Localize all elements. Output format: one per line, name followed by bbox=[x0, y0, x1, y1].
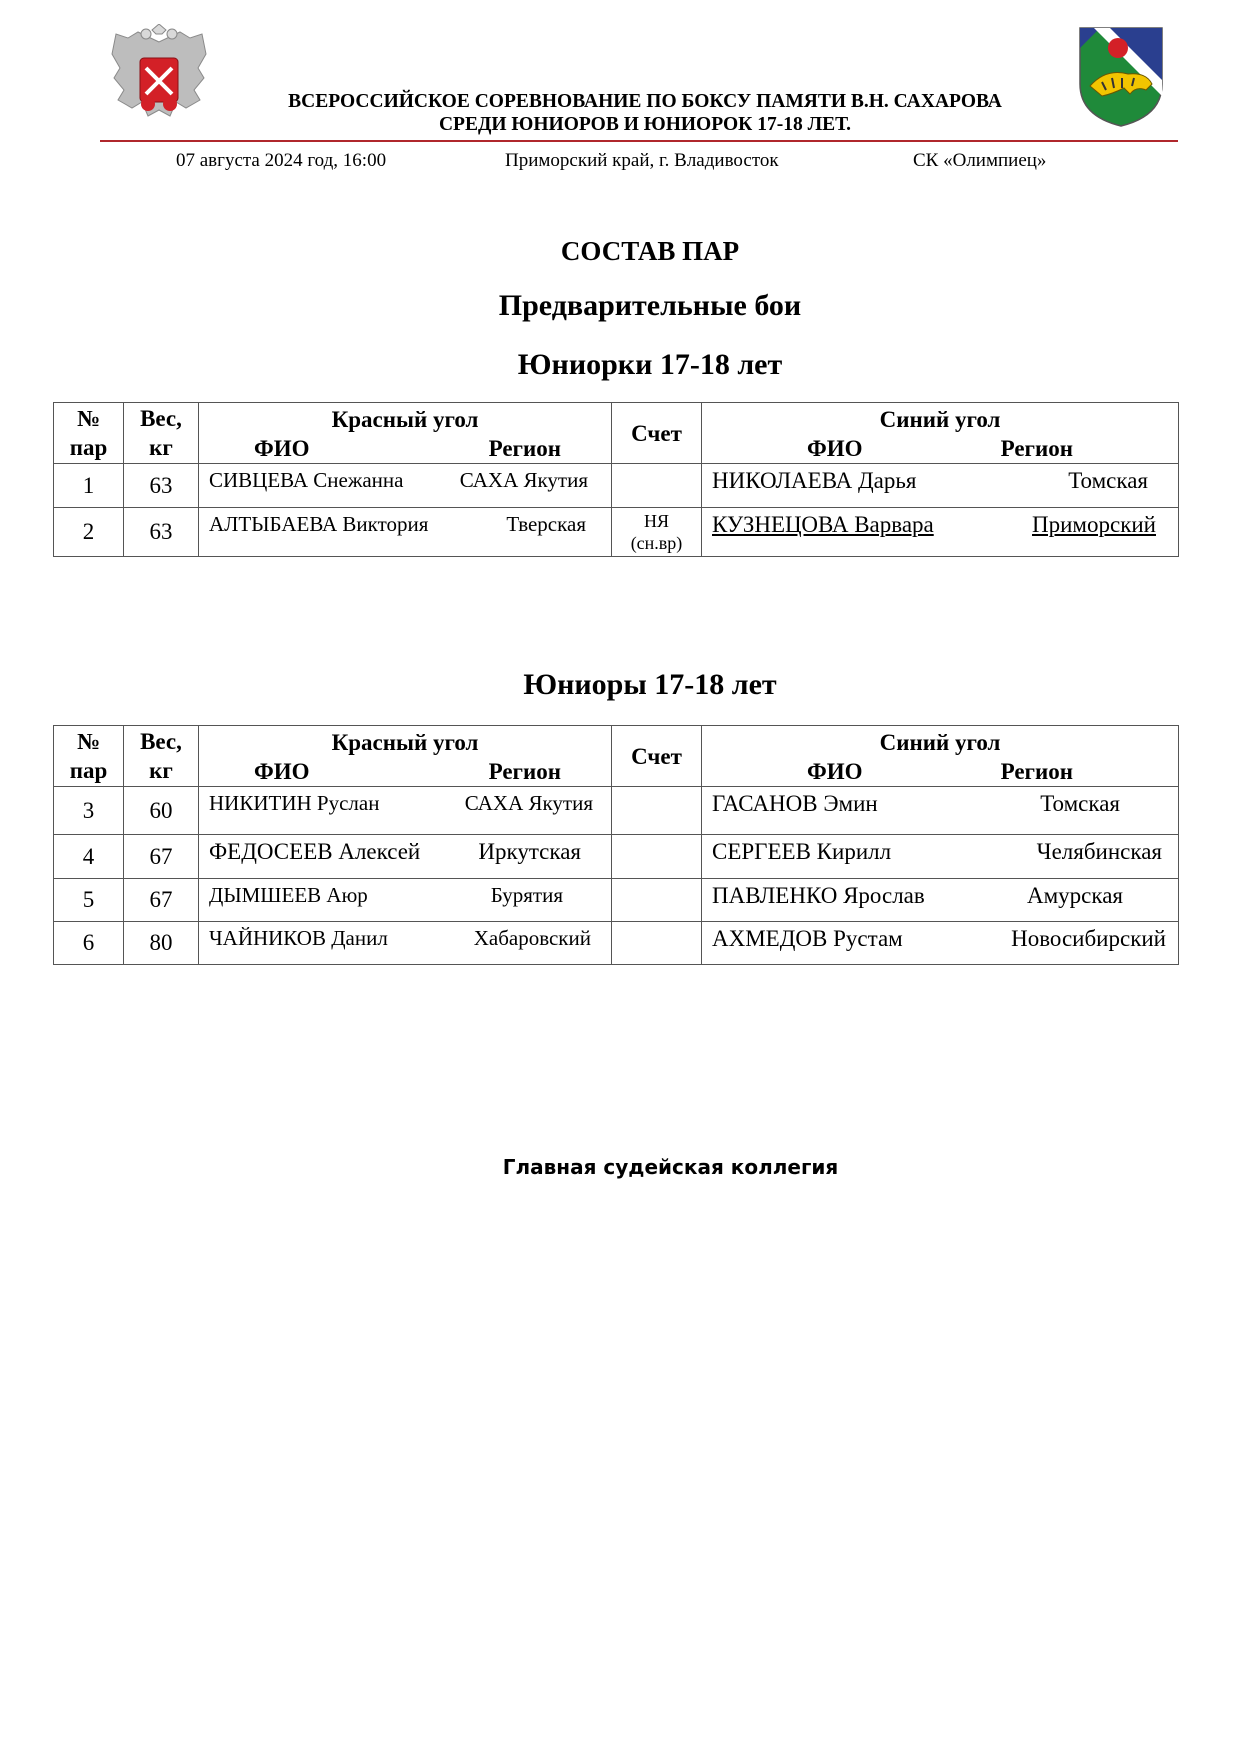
header-weight: Вес, кг bbox=[124, 403, 199, 464]
red-boxer-region: САХА Якутия bbox=[459, 468, 588, 492]
red-boxer-name: ДЫМШЕЕВ Аюр bbox=[209, 883, 368, 907]
stage-heading: Предварительные бои bbox=[498, 289, 802, 322]
header-score: Счет bbox=[612, 726, 702, 787]
table-row: 4 67 ФЕДОСЕЕВ Алексей Иркутская СЕРГЕЕВ Кирилл Челябинская bbox=[54, 835, 1179, 879]
red-boxer-region: Тверская bbox=[506, 512, 586, 536]
red-boxer-name: НИКИТИН Руслан bbox=[209, 791, 380, 815]
blue-boxer-name: ГАСАНОВ Эмин bbox=[712, 791, 878, 816]
red-boxer-region: САХА Якутия bbox=[464, 791, 593, 815]
federation-emblem-logo bbox=[108, 24, 210, 132]
red-boxer-region: Иркутская bbox=[478, 839, 581, 864]
pairs-table-female bbox=[53, 402, 1179, 557]
red-boxer-name: АЛТЫБАЕВА Виктория bbox=[209, 512, 429, 536]
table-row: 6 80 ЧАЙНИКОВ Данил Хабаровский АХМЕДОВ Рустам Новосибирский bbox=[54, 922, 1179, 965]
bout-score bbox=[612, 835, 702, 879]
header-divider bbox=[100, 140, 1178, 142]
blue-boxer-region: Челябинская bbox=[1036, 839, 1162, 864]
header-pair-number: № пар bbox=[54, 726, 124, 787]
event-date: 07 августа 2024 год, 16:00 bbox=[176, 150, 387, 171]
table-row: 3 60 НИКИТИН Руслан САХА Якутия ГАСАНОВ Эмин Томская bbox=[54, 787, 1179, 835]
header-score: Счет bbox=[612, 403, 702, 464]
header-blue-corner: Синий угол ФИО Регион bbox=[702, 403, 1179, 464]
red-boxer-name: СИВЦЕВА Снежанна bbox=[209, 468, 404, 492]
blue-boxer-region: Амурская bbox=[1027, 883, 1123, 908]
title-line-2: СРЕДИ ЮНИОРОВ И ЮНИОРОК 17-18 ЛЕТ. bbox=[438, 114, 852, 135]
blue-boxer-name: СЕРГЕЕВ Кирилл bbox=[712, 839, 892, 864]
bout-score bbox=[612, 922, 702, 965]
table-row: 1 63 СИВЦЕВА Снежанна САХА Якутия НИКОЛАЕВА Дарья Томская bbox=[54, 464, 1179, 508]
blue-boxer-region: Новосибирский bbox=[1011, 926, 1166, 951]
red-boxer-name: ФЕДОСЕЕВ Алексей bbox=[209, 839, 421, 864]
table-row: 5 67 ДЫМШЕЕВ Аюр Бурятия ПАВЛЕНКО Ярослав Амурская bbox=[54, 879, 1179, 922]
pairs-table-male bbox=[53, 725, 1179, 965]
red-boxer-region: Бурятия bbox=[490, 883, 563, 907]
bout-score bbox=[612, 464, 702, 508]
header-red-corner: Красный угол ФИО Регион bbox=[199, 726, 612, 787]
event-location: Приморский край, г. Владивосток bbox=[505, 150, 779, 171]
table-row: 2 63 АЛТЫБАЕВА Виктория Тверская НЯ (сн.вр) КУЗНЕЦОВА Варвара Приморский bbox=[54, 508, 1179, 557]
header-weight: Вес, кг bbox=[124, 726, 199, 787]
red-boxer-region: Хабаровский bbox=[473, 926, 591, 950]
bout-score bbox=[612, 879, 702, 922]
blue-boxer-region: Приморский bbox=[1032, 512, 1156, 537]
competition-title bbox=[230, 90, 1060, 136]
blue-boxer-name: КУЗНЕЦОВА Варвара bbox=[712, 512, 934, 537]
blue-boxer-name: НИКОЛАЕВА Дарья bbox=[712, 468, 917, 493]
blue-boxer-name: АХМЕДОВ Рустам bbox=[712, 926, 903, 951]
red-boxer-name: ЧАЙНИКОВ Данил bbox=[209, 926, 388, 950]
header-blue-corner: Синий угол ФИО Регион bbox=[702, 726, 1179, 787]
document-heading: СОСТАВ ПАР bbox=[560, 236, 740, 266]
header-red-corner: Красный угол ФИО Регион bbox=[199, 403, 612, 464]
blue-boxer-region: Томская bbox=[1040, 791, 1120, 816]
blue-boxer-name: ПАВЛЕНКО Ярослав bbox=[712, 883, 925, 908]
header-pair-number: № пар bbox=[54, 403, 124, 464]
blue-boxer-region: Томская bbox=[1068, 468, 1148, 493]
event-venue: СК «Олимпиец» bbox=[913, 150, 1047, 171]
bout-score bbox=[612, 787, 702, 835]
primorsky-coat-of-arms-logo bbox=[1076, 24, 1166, 128]
bout-score: НЯ (сн.вр) bbox=[612, 508, 702, 557]
title-line-1: ВСЕРОССИЙСКОЕ СОРЕВНОВАНИЕ ПО БОКСУ ПАМЯТИ В.Н. САХАРОВА bbox=[288, 91, 1002, 112]
chief-judges-signature: Главная судейская коллегия bbox=[502, 1155, 839, 1179]
section-heading-female: Юниорки 17-18 лет bbox=[517, 348, 783, 381]
section-heading-male: Юниоры 17-18 лет bbox=[523, 668, 777, 701]
